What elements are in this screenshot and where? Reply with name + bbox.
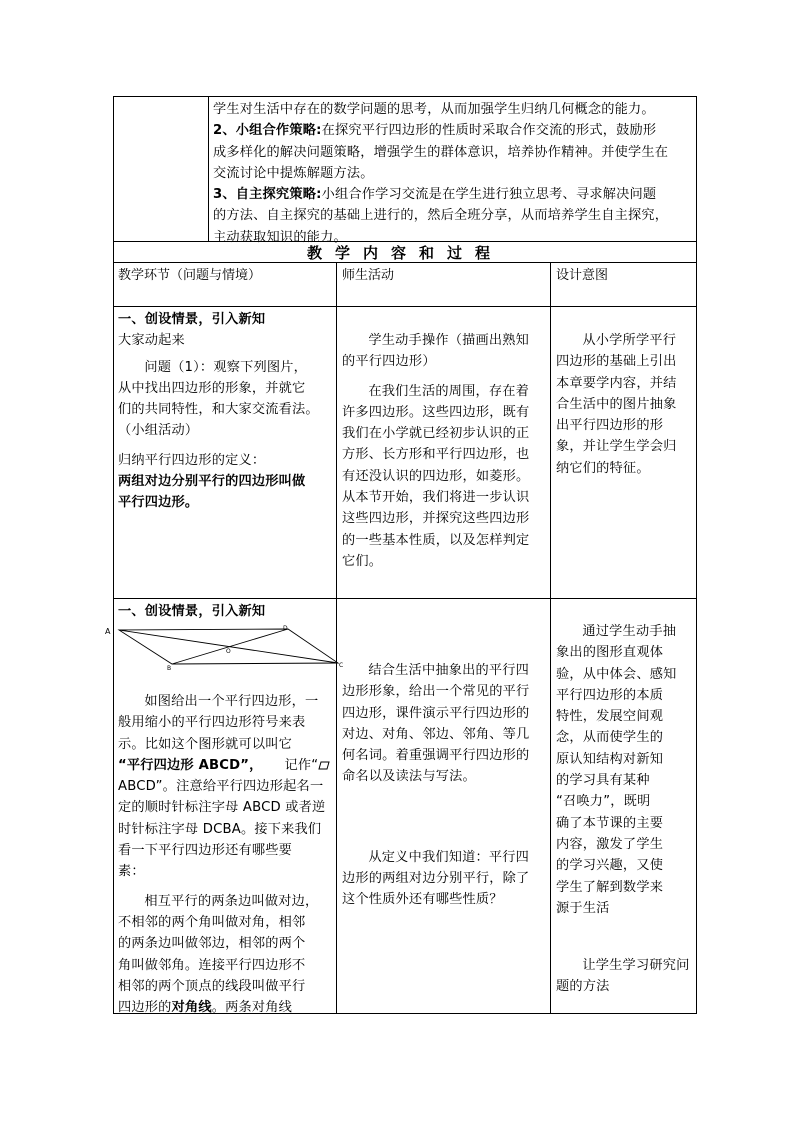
column-header-stage: 教学环节（问题与情境） (118, 268, 262, 283)
text-line: 问题（1）：观察下列图片， (144, 359, 308, 375)
definition-line: 两组对边分别平行的四边形叫做 (118, 474, 306, 490)
text-line: 合生活中的图片抽象 (556, 396, 677, 412)
text-line: 的平行四边形） (342, 354, 436, 370)
text-line: 这个性质外还有哪些性质？ (342, 892, 503, 908)
text-line: 让学生学习研究问 (582, 958, 690, 974)
text-line: 学生动手操作（描画出熟知 (368, 333, 530, 348)
text-line: 们的共同特性，和大家交流看法。 (118, 402, 319, 418)
parallelogram-symbol-icon (318, 761, 330, 770)
strategy-line: 学生对生活中存在的数学问题的思考，从而加强学生归纳几何概念的能力。 (213, 102, 655, 117)
strategy-2-label: 2、小组合作策略 (213, 123, 317, 139)
strategy-2-colon: : (316, 123, 322, 139)
center-label-o: O (226, 648, 231, 655)
text-line: 在我们生活的周围，存在着 (368, 383, 530, 399)
text-line: 方形、长方形和平行四边形，也 (342, 447, 530, 463)
text-line: “召唤力”，既明 (556, 794, 651, 810)
parallelogram-name: “平行四边形 ABCD”， (118, 757, 263, 773)
text-line: 的一些基本性质，以及怎样判定 (342, 532, 530, 548)
text-line: 大家动起来 (118, 333, 185, 349)
text-line: 结合生活中抽象出的平行四 (368, 663, 530, 678)
diagonal-bd (172, 629, 288, 664)
text-line: 如图给出一个平行四边形，一 (144, 694, 319, 709)
text-line: 归纳平行四边形的定义： (118, 452, 266, 468)
text-line: 边形形象，给出一个常见的平行 (342, 684, 530, 700)
table-border-left (113, 96, 114, 1014)
text-line: 示。比如这个图形就可以叫它 (118, 736, 293, 752)
row2-stage-heading (118, 601, 334, 622)
teaching-strategy-text (213, 99, 693, 248)
row2-stage-cell (118, 691, 334, 1018)
text-line: 何名词。着重强调平行四边形的 (342, 748, 530, 764)
strategy-line: 交流讨论中提炼解题方法。 (213, 165, 374, 181)
text-line: 出平行四边形的形 (556, 418, 664, 434)
row2-intent-cell (556, 621, 694, 998)
text-line: 象出的图形直观体 (556, 645, 664, 661)
text-line: 的学习具有某种 (556, 773, 650, 789)
text-line: 的两条边叫做邻边，相邻的两个 (118, 936, 306, 952)
text-line: （小组活动） (118, 423, 199, 439)
definition-line: 平行四边形。 (118, 495, 199, 511)
section-title: 教学内容和过程 (306, 244, 503, 262)
text-line: 源于生活 (556, 900, 610, 916)
text-line: 角叫做邻角。连接平行四边形不 (118, 957, 306, 973)
strategy-3-colon: : (316, 187, 322, 203)
column-header-intent: 设计意图 (556, 268, 609, 283)
text-line: 从小学所学平行 (582, 333, 677, 348)
vertex-label-c: C (339, 662, 344, 669)
text-line: 象，并让学生学会归 (556, 439, 677, 455)
diagonal-term: 对角线 (171, 1000, 212, 1016)
strategy-2-text: 在探究平行四边形的性质时采取合作交流的形式，鼓励形 (321, 123, 657, 139)
row2-heading: 一、创设情景，引入新知 (118, 604, 266, 619)
text-line: 念，从而使学生的 (556, 730, 664, 746)
text-line: 确了本节课的主要 (556, 815, 664, 831)
text-line: 相互平行的两条边叫做对边， (144, 893, 319, 909)
text-line: 验，从中体会、感知 (556, 666, 677, 682)
text-line: ABCD”。注意给平行四边形起名一 (118, 779, 324, 795)
text-line: 的学习兴趣，又使 (556, 858, 664, 874)
text-line: 许多四边形。这些四边形，既有 (342, 404, 530, 420)
notation-gap (263, 758, 285, 773)
text-line: 素： (118, 864, 145, 880)
strategy-3 (213, 184, 693, 205)
column-divider-2 (550, 262, 551, 1014)
row1-bottom-line (113, 598, 697, 599)
strategy-line: 成多样化的解决问题策略，增强学生的群体意识，培养协作精神。并使学生在 (213, 144, 669, 160)
strategy-line: 的方法、自主探究的基础上进行的，然后全班分享，从而培养学生自主探究， (213, 208, 669, 224)
text-line: 定的顺时针标注字母 ABCD 或者逆 (118, 800, 326, 816)
row1-heading: 一、创设情景，引入新知 (118, 312, 266, 327)
column-header-activity: 师生活动 (342, 268, 395, 283)
row1-intent-cell (556, 330, 694, 479)
text-line: 平行四边形的本质 (556, 687, 664, 703)
text-line: 看一下平行四边形还有哪些要 (118, 843, 293, 859)
notation-line (118, 755, 334, 776)
notation-text: 记作“ (284, 757, 319, 773)
text-line: 本章要学内容，并结 (556, 375, 677, 391)
text-fragment: 。两条对角线 (211, 1000, 293, 1016)
text-line: 有还没认识的四边形，如菱形。 (342, 468, 530, 484)
text-line: 对边、对角、邻边、邻角、等几 (342, 726, 530, 742)
top-row-divider (208, 96, 209, 242)
text-line: 这些四边形，并探究这些四边形 (342, 511, 530, 527)
strategy-2 (213, 120, 693, 141)
strategy-3-label: 3、自主探究策略 (213, 187, 317, 203)
row2-activity-cell (342, 660, 548, 911)
row1-activity-cell (342, 330, 548, 572)
text-line: 四边形，课件演示平行四边形的 (342, 705, 530, 721)
header-row-bottom-line (113, 306, 697, 307)
text-line: 不相邻的两个角叫做对角，相邻 (118, 914, 306, 930)
diagonal-definition-line (118, 997, 334, 1018)
text-line: 学生了解到数学来 (556, 879, 664, 895)
text-line: 般用缩小的平行四边形符号来表 (118, 715, 306, 731)
row1-stage-cell (118, 309, 334, 514)
vertex-label-a: A (105, 627, 111, 636)
strategy-3-text: 小组合作学习交流是在学生进行独立思考、寻求解决问题 (321, 187, 657, 203)
text-line: 从本节开始，我们将进一步认识 (342, 490, 530, 506)
text-line: 边形的两组对边分别平行，除了 (342, 871, 530, 887)
text-line: 它们。 (342, 553, 383, 569)
vertex-label-b: B (167, 665, 172, 672)
text-line: 我们在小学就已经初步认识的正 (342, 426, 530, 442)
text-line: 题的方法 (556, 979, 610, 995)
text-fragment: 四边形的 (118, 1000, 172, 1016)
vertex-label-d: D (283, 625, 288, 632)
text-line: 四边形的基础上引出 (556, 354, 677, 370)
text-line: 通过学生动手抽 (582, 624, 677, 639)
text-line: 命名以及读法与写法。 (342, 769, 476, 785)
text-line: 原认知结构对新知 (556, 751, 664, 767)
text-line: 从定义中我们知道：平行四 (368, 849, 530, 865)
text-line: 时针标注字母 DCBA。接下来我们 (118, 821, 322, 837)
strategy-line: 主动获取知识的能力。 (213, 229, 347, 245)
text-line: 特性，发展空间观 (556, 709, 664, 725)
text-line: 内容，激发了学生 (556, 836, 664, 852)
table-border-top (113, 96, 697, 97)
table-border-right (696, 96, 697, 1014)
text-line: 纳它们的特征。 (556, 460, 650, 476)
text-line: 从中找出四边形的形象，并就它 (118, 380, 306, 396)
text-line: 相邻的两个顶点的线段叫做平行 (118, 978, 306, 994)
parallelogram-figure (100, 622, 350, 674)
